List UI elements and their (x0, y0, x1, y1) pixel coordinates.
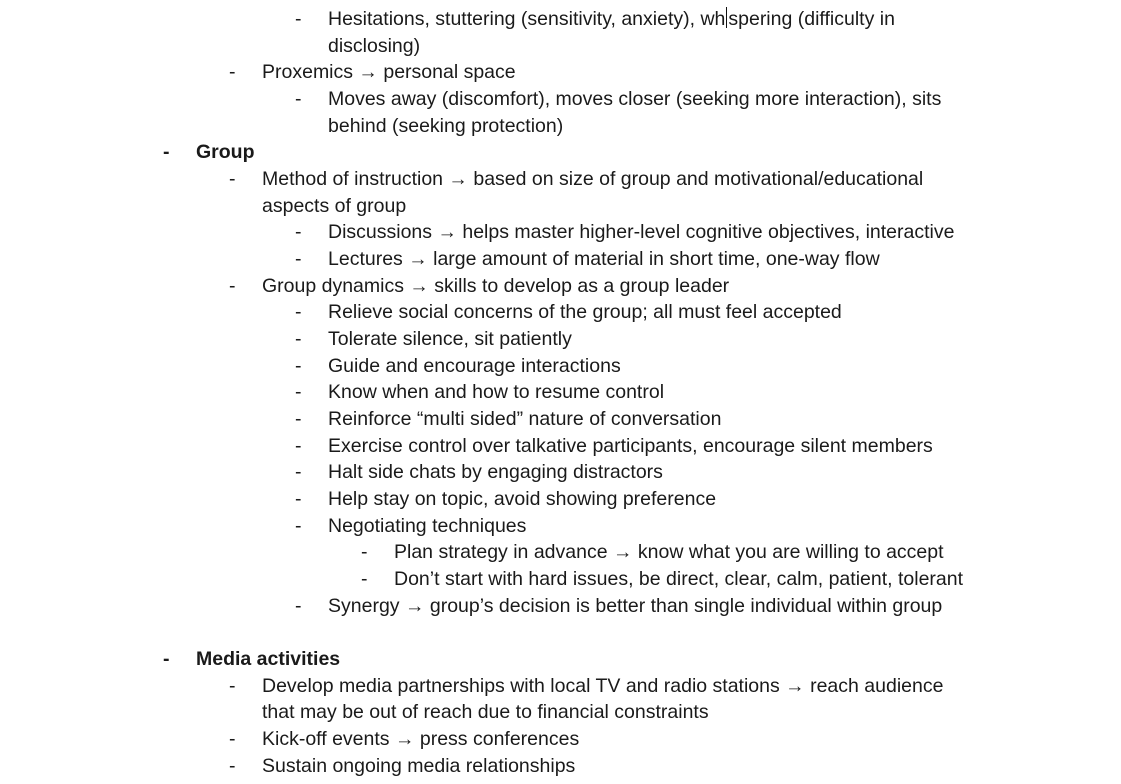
section-heading[interactable]: Media activities (196, 648, 341, 670)
list-item-text[interactable]: Halt side chats by engaging distractors (328, 461, 663, 483)
bullet-dash: - (295, 515, 302, 537)
bullet-dash: - (229, 755, 236, 777)
bullet-dash: - (295, 435, 302, 457)
list-item-text[interactable]: Know when and how to resume control (328, 381, 665, 403)
list-item-text[interactable]: Exercise control over talkative participants, encourage silent members (328, 435, 933, 457)
bullet-dash: - (295, 248, 302, 270)
list-item-text[interactable]: Help stay on topic, avoid showing preference (328, 488, 717, 510)
bullet-dash: - (295, 488, 302, 510)
list-item-text[interactable]: Negotiating techniques (328, 515, 527, 537)
bullet-dash: - (229, 675, 236, 697)
list-item-text[interactable]: Plan strategy in advance → know what you are willing to accept (394, 541, 944, 563)
list-item-text[interactable]: Tolerate silence, sit patiently (328, 328, 572, 350)
bullet-dash: - (295, 461, 302, 483)
bullet-dash: - (229, 168, 236, 190)
bullet-dash: - (229, 61, 236, 83)
bullet-dash: - (295, 328, 302, 350)
bullet-dash: - (361, 541, 368, 563)
list-item-text[interactable]: Proxemics → personal space (262, 61, 516, 83)
bullet-dash: - (295, 8, 302, 30)
bullet-dash: - (295, 408, 302, 430)
list-item-text[interactable]: Group dynamics → skills to develop as a group leader (262, 275, 730, 297)
list-item-continuation: that may be out of reach due to financial constraints (262, 701, 709, 723)
bullet-dash: - (163, 141, 170, 163)
bullet-dash: - (229, 275, 236, 297)
list-item-continuation: aspects of group (262, 195, 407, 217)
list-item-text[interactable]: Reinforce “multi sided” nature of conversation (328, 408, 722, 430)
bullet-dash: - (295, 595, 302, 617)
list-item-text[interactable]: Hesitations, stuttering (sensitivity, anxiety), wh spering (difficulty in (328, 8, 895, 30)
bullet-dash: - (163, 648, 170, 670)
list-item-text[interactable]: Method of instruction → based on size of group and motivational/educational (262, 168, 924, 190)
list-item-text[interactable]: Guide and encourage interactions (328, 355, 621, 377)
list-item-text[interactable]: Kick-off events → press conferences (262, 728, 580, 750)
list-item-text[interactable]: Synergy → group’s decision is better than single individual within group (328, 595, 943, 617)
list-item-text[interactable]: Don’t start with hard issues, be direct, clear, calm, patient, tolerant (394, 568, 964, 590)
bullet-dash: - (295, 381, 302, 403)
list-item-text[interactable]: Moves away (discomfort), moves closer (seeking more interaction), sits (328, 88, 942, 110)
list-item-continuation: behind (seeking protection) (328, 115, 564, 137)
list-item-text[interactable]: Relieve social concerns of the group; all must feel accepted (328, 301, 842, 323)
list-item-text[interactable]: Sustain ongoing media relationships (262, 755, 576, 777)
list-item-text[interactable]: Lectures → large amount of material in short time, one-way flow (328, 248, 880, 270)
bullet-dash: - (295, 355, 302, 377)
bullet-dash: - (361, 568, 368, 590)
bullet-dash: - (295, 88, 302, 110)
list-item-text[interactable]: Discussions → helps master higher-level cognitive objectives, interactive (328, 221, 955, 243)
bullet-dash: - (295, 221, 302, 243)
section-heading[interactable]: Group (196, 141, 255, 163)
list-item-text[interactable]: Develop media partnerships with local TV and radio stations → reach audience (262, 675, 944, 697)
bullet-dash: - (229, 728, 236, 750)
bullet-dash: - (295, 301, 302, 323)
list-item-continuation: disclosing) (328, 35, 421, 57)
